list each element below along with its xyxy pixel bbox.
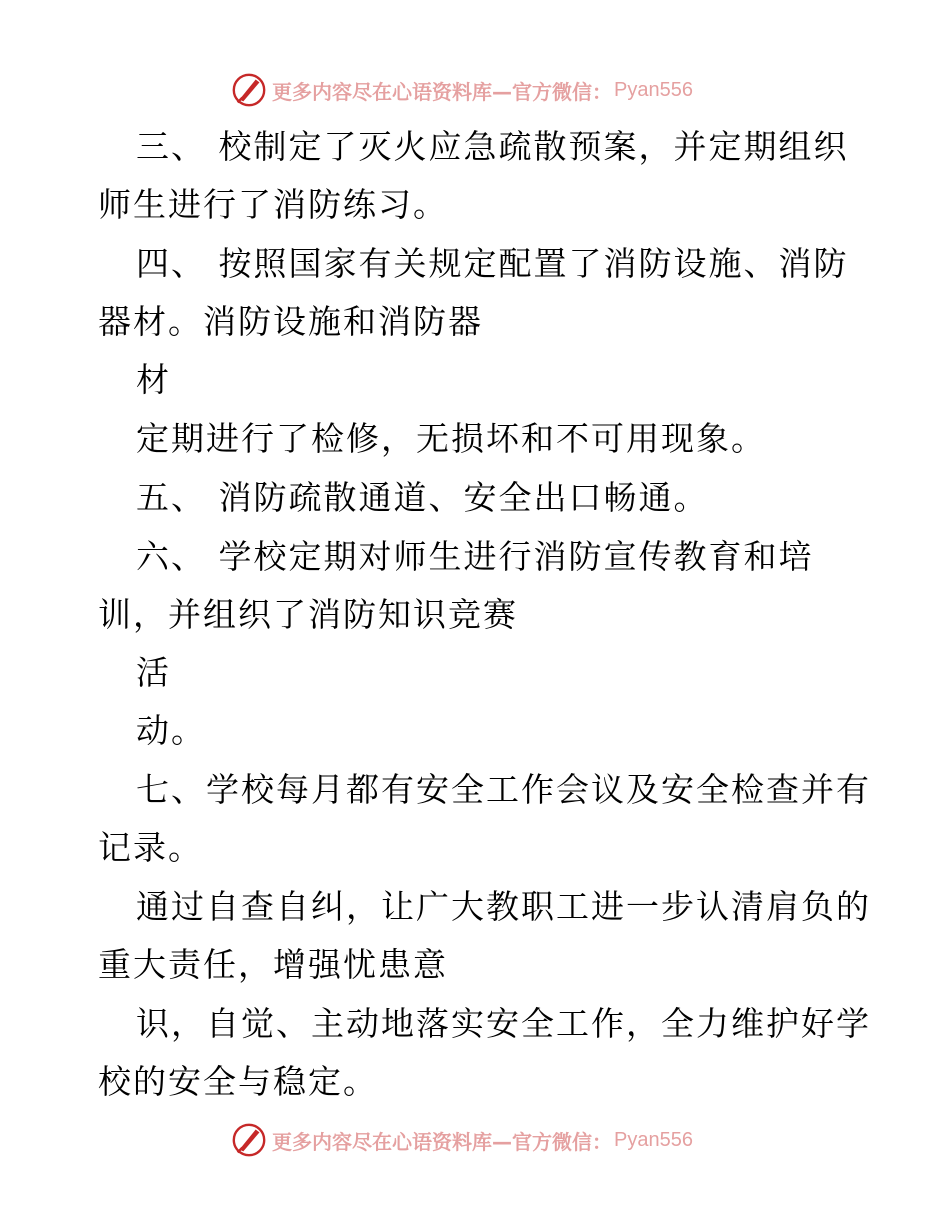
conclusion-line-2: 重大责任，增强忧患意 — [98, 945, 448, 984]
quill-logo-icon — [230, 71, 268, 109]
paragraph-six-line-4: 动。 — [136, 711, 206, 750]
quill-logo-icon — [230, 1121, 268, 1159]
paragraph-five: 五、 消防疏散通道、安全出口畅通。 — [136, 478, 709, 517]
paragraph-seven-line-2: 记录。 — [98, 828, 203, 867]
paragraph-three-line-1: 三、 校制定了灭火应急疏散预案，并定期组织 — [136, 127, 849, 166]
watermark-footer — [230, 1120, 720, 1160]
paragraph-six-line-2: 训，并组织了消防知识竞赛 — [98, 595, 518, 634]
conclusion-line-1: 通过自查自纠，让广大教职工进一步认清肩负的 — [136, 887, 871, 926]
paragraph-six-line-1: 六、 学校定期对师生进行消防宣传教育和培 — [136, 537, 814, 576]
paragraph-four-line-1: 四、 按照国家有关规定配置了消防设施、消防 — [136, 244, 849, 283]
paragraph-four-line-3: 材 — [136, 360, 171, 399]
conclusion-line-3: 识，自觉、主动地落实安全工作，全力维护好学 — [136, 1004, 871, 1043]
paragraph-four-line-4: 定期进行了检修，无损坏和不可用现象。 — [136, 419, 766, 458]
watermark-wechat-id: Pyan556 — [614, 1128, 693, 1151]
watermark-header — [230, 70, 720, 110]
conclusion-line-4: 校的安全与稳定。 — [98, 1062, 378, 1101]
paragraph-seven-line-1: 七、学校每月都有安全工作会议及安全检查并有 — [136, 770, 871, 809]
watermark-text: 更多内容尽在心语资料库—官方微信： — [272, 79, 612, 104]
watermark-text: 更多内容尽在心语资料库—官方微信： — [272, 1129, 612, 1154]
paragraph-three-line-2: 师生进行了消防练习。 — [98, 185, 448, 224]
paragraph-six-line-3: 活 — [136, 653, 171, 692]
paragraph-four-line-2: 器材。消防设施和消防器 — [98, 302, 483, 341]
watermark-wechat-id: Pyan556 — [614, 78, 693, 101]
